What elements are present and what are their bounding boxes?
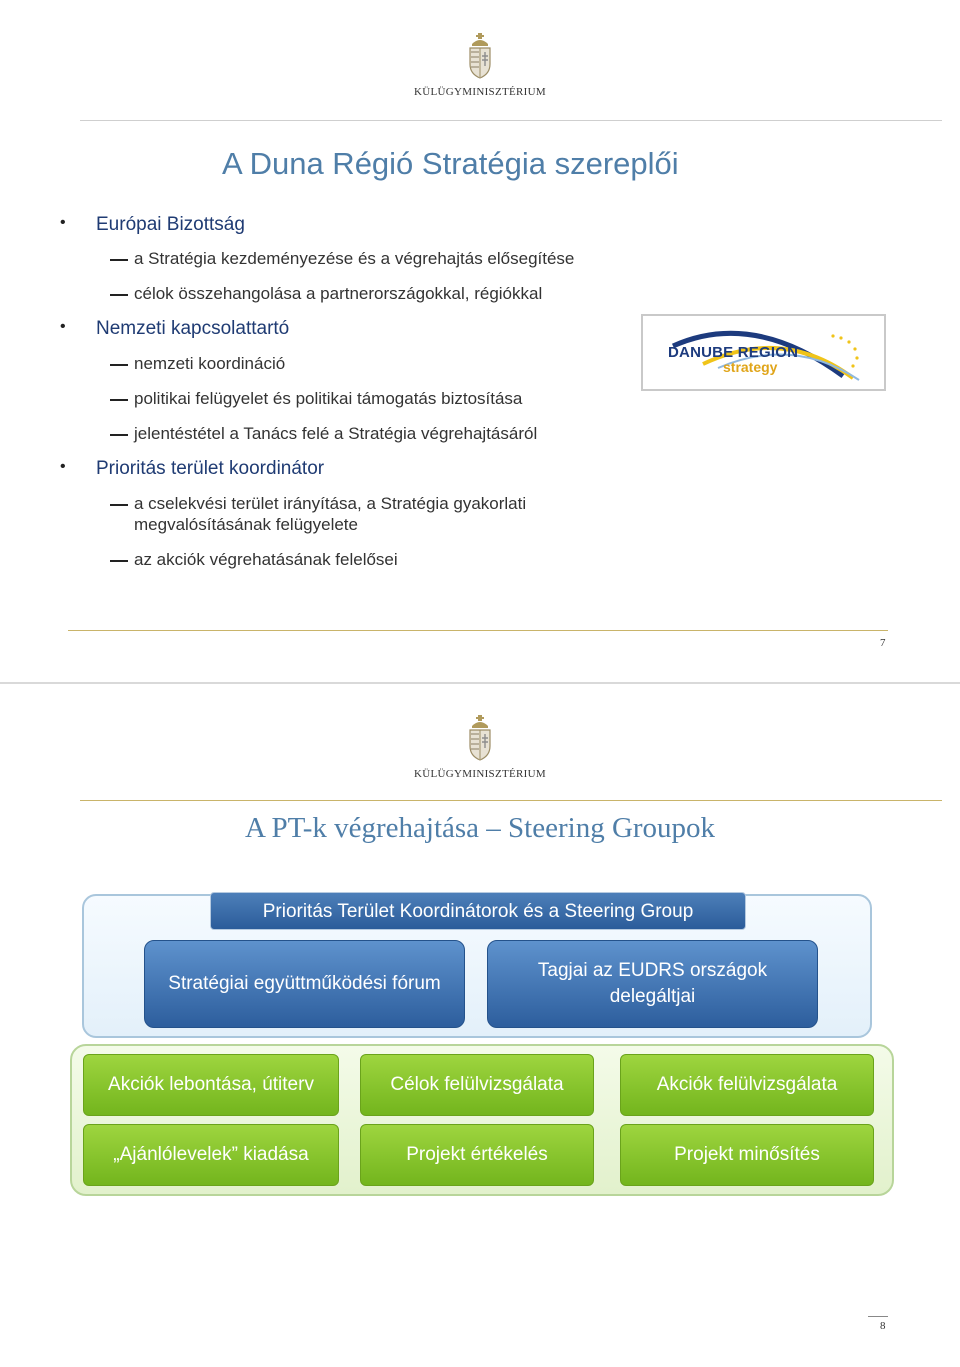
header-divider xyxy=(80,120,942,121)
slide-title: A PT-k végrehajtása – Steering Groupok xyxy=(244,812,716,844)
coordinators-header-box: Prioritás Terület Koordinátorok és a Steering Group xyxy=(210,892,746,930)
dash-icon xyxy=(110,294,128,296)
dash-icon xyxy=(110,399,128,401)
logo-text-primary: DANUBE REGION xyxy=(668,344,799,361)
sub-item-text: az akciók végrehatásának felelősei xyxy=(134,550,398,569)
sub-item-text: a cselekvési terület irányítása, a Stratégia gyakorlati megvalósításának felügyelete xyxy=(134,494,527,534)
sub-item-text: célok összehangolása a partnerországokkal, régiókkal xyxy=(134,284,543,303)
task-box: Projekt értékelés xyxy=(360,1124,594,1186)
task-box: Akciók lebontása, útiterv xyxy=(83,1054,339,1116)
sub-item-text: a Stratégia kezdeményezése és a végrehajtás elősegítése xyxy=(134,249,575,268)
task-box: Célok felülvizsgálata xyxy=(360,1054,594,1116)
bullet-label: Nemzeti kapcsolattartó xyxy=(96,318,290,339)
danube-region-logo xyxy=(641,314,886,391)
dash-icon xyxy=(110,560,128,562)
bullet-dot-icon: • xyxy=(60,214,66,231)
task-box: „Ajánlólevelek” kiadása xyxy=(83,1124,339,1186)
sub-item-text: nemzeti koordináció xyxy=(134,354,286,373)
slide-title: A Duna Régió Stratégia szereplői xyxy=(222,146,679,181)
dash-icon xyxy=(110,434,128,436)
slide-7 xyxy=(0,0,960,682)
footer-divider xyxy=(868,1316,888,1317)
bullet-dot-icon: • xyxy=(60,458,66,475)
hungarian-crest-icon xyxy=(460,712,500,764)
logo-text-secondary: strategy xyxy=(723,359,778,375)
footer-divider xyxy=(68,630,888,631)
slide-8 xyxy=(0,684,960,1367)
strategic-forum-box: Stratégiai együttműködési fórum xyxy=(144,940,465,1028)
member-delegates-box: Tagjai az EUDRS országok delegáltjai xyxy=(487,940,818,1028)
bullet-label: Európai Bizottság xyxy=(96,214,245,235)
bullet-dot-icon: • xyxy=(60,318,66,335)
task-box: Akciók felülvizsgálata xyxy=(620,1054,874,1116)
dash-icon xyxy=(110,364,128,366)
page-number: 7 xyxy=(880,637,886,649)
hungarian-crest-icon xyxy=(460,30,500,82)
sub-item-text: politikai felügyelet és politikai támogatás biztosítása xyxy=(134,389,523,408)
dash-icon xyxy=(110,504,128,506)
bullet-label: Prioritás terület koordinátor xyxy=(96,458,325,479)
ministry-name: KÜLÜGYMINISZTÉRIUM xyxy=(414,86,546,98)
ministry-name: KÜLÜGYMINISZTÉRIUM xyxy=(414,768,546,780)
task-box: Projekt minősítés xyxy=(620,1124,874,1186)
sub-item-text: jelentéstétel a Tanács felé a Stratégia végrehajtásáról xyxy=(134,424,538,443)
dash-icon xyxy=(110,259,128,261)
header-divider xyxy=(80,800,942,801)
page-number: 8 xyxy=(880,1320,886,1332)
